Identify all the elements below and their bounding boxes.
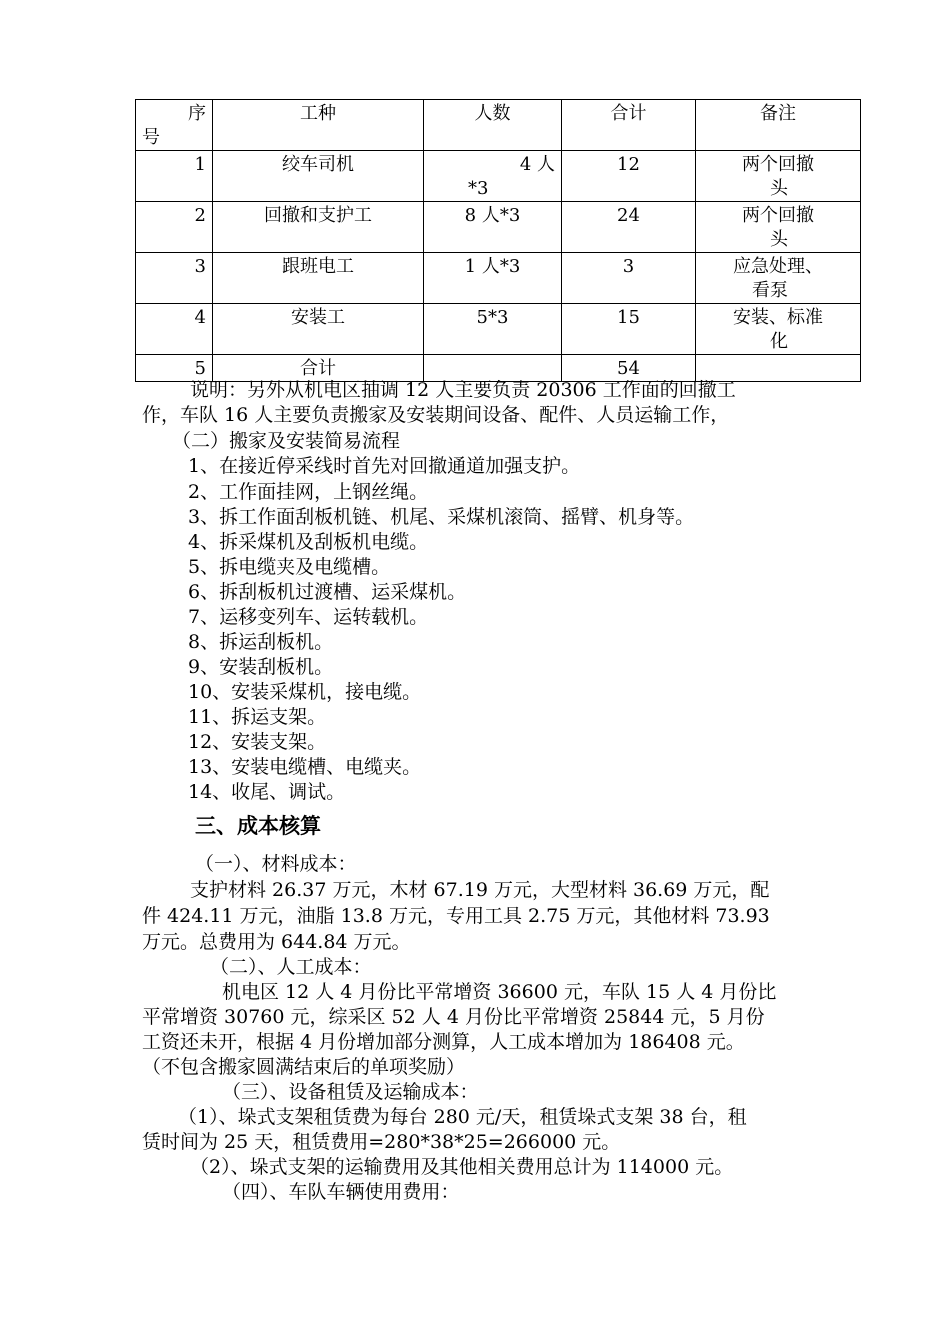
cell-no: 4 (136, 304, 213, 355)
cell-note: 安装、标准 化 (696, 304, 861, 355)
cell-note: 应急处理、 看泵 (696, 253, 861, 304)
material-cost-line: 万元。总费用为 644.84 万元。 (142, 931, 411, 953)
cell-total: 15 (562, 304, 696, 355)
flow-step: 11、拆运支架。 (188, 706, 327, 728)
fleet-cost-title: （四）、车队车辆使用费用： (222, 1181, 460, 1203)
material-cost-line: 支护材料 26.37 万元，木材 67.19 万元，大型材料 36.69 万元，配 (190, 879, 770, 901)
cell-note: 两个回撤 头 (696, 151, 861, 202)
flow-step: 5、拆电缆夹及电缆槽。 (188, 556, 391, 578)
flow-step: 2、工作面挂网，上钢丝绳。 (188, 481, 429, 503)
staffing-table (135, 99, 861, 382)
cell-total: 24 (562, 202, 696, 253)
cell-type: 跟班电工 (213, 253, 424, 304)
cell-no: 1 (136, 151, 213, 202)
cell-type: 绞车司机 (213, 151, 424, 202)
table-row (136, 202, 861, 253)
cell-people: 4 人 *3 (424, 151, 562, 202)
note-line-1: 说明：另外从机电区抽调 12 人主要负责 20306 工作面的回撤工 (190, 379, 736, 401)
cell-type: 安装工 (213, 304, 424, 355)
cell-no: 2 (136, 202, 213, 253)
labor-cost-line: 工资还未开，根据 4 月份增加部分测算，人工成本增加为 186408 元。 (142, 1031, 745, 1053)
labor-cost-line: 平常增资 30760 元，综采区 52 人 4 月份比平常增资 25844 元，5 月份 (142, 1006, 765, 1028)
material-cost-title: （一）、材料成本： (195, 853, 357, 875)
flow-step: 8、拆运刮板机。 (188, 631, 334, 653)
flow-title: （二）搬家及安装简易流程 (172, 430, 401, 452)
note-line-2: 作，车队 16 人主要负责搬家及安装期间设备、配件、人员运输工作， (142, 404, 730, 426)
cell-total: 12 (562, 151, 696, 202)
table-row (136, 253, 861, 304)
flow-step: 14、收尾、调试。 (188, 781, 346, 803)
cell-people: 5*3 (424, 304, 562, 355)
flow-step: 9、安装刮板机。 (188, 656, 334, 678)
rent-cost-title: （三）、设备租赁及运输成本： (222, 1081, 479, 1103)
rent-cost-line: （1）、垛式支架租赁费为每台 280 元/天，租赁垛式支架 38 台，租 (178, 1106, 747, 1128)
cell-total: 54 (562, 355, 696, 382)
flow-step: 12、安装支架。 (188, 731, 327, 753)
flow-step: 13、安装电缆槽、电缆夹。 (188, 756, 422, 778)
section-heading: 三、成本核算 (195, 813, 321, 838)
cell-note: 两个回撤 头 (696, 202, 861, 253)
cell-type: 回撤和支护工 (213, 202, 424, 253)
table-header-row (136, 100, 861, 151)
flow-step: 1、在接近停采线时首先对回撤通道加强支护。 (188, 455, 581, 477)
header-cell-total: 合计 (562, 100, 696, 151)
table-row (136, 304, 861, 355)
header-cell-people: 人数 (424, 100, 562, 151)
cell-people: 1 人*3 (424, 253, 562, 304)
rent-cost-line: 赁时间为 25 天，租赁费用=280*38*25=266000 元。 (142, 1131, 621, 1153)
header-cell-type: 工种 (213, 100, 424, 151)
flow-step: 7、运移变列车、运转载机。 (188, 606, 429, 628)
cell-type: 合计 (213, 355, 424, 382)
cell-total: 3 (562, 253, 696, 304)
header-cell-note: 备注 (696, 100, 861, 151)
cell-no: 5 (136, 355, 213, 382)
rent-cost-line: （2）、垛式支架的运输费用及其他相关费用总计为 114000 元。 (190, 1156, 734, 1178)
flow-step: 3、拆工作面刮板机链、机尾、采煤机滚筒、摇臂、机身等。 (188, 506, 695, 528)
cell-no: 3 (136, 253, 213, 304)
flow-step: 10、安装采煤机，接电缆。 (188, 681, 422, 703)
material-cost-line: 件 424.11 万元，油脂 13.8 万元，专用工具 2.75 万元，其他材料 73.93 (142, 905, 770, 927)
header-cell-no: 序 号 (136, 100, 213, 151)
table-row (136, 151, 861, 202)
flow-step: 6、拆刮板机过渡槽、运采煤机。 (188, 581, 467, 603)
labor-cost-title: （二）、人工成本： (210, 956, 372, 978)
labor-cost-line: 机电区 12 人 4 月份比平常增资 36600 元，车队 15 人 4 月份比 (222, 981, 777, 1003)
cell-people: 8 人*3 (424, 202, 562, 253)
flow-step: 4、拆采煤机及刮板机电缆。 (188, 531, 429, 553)
labor-cost-line: （不包含搬家圆满结束后的单项奖励） (142, 1056, 466, 1078)
